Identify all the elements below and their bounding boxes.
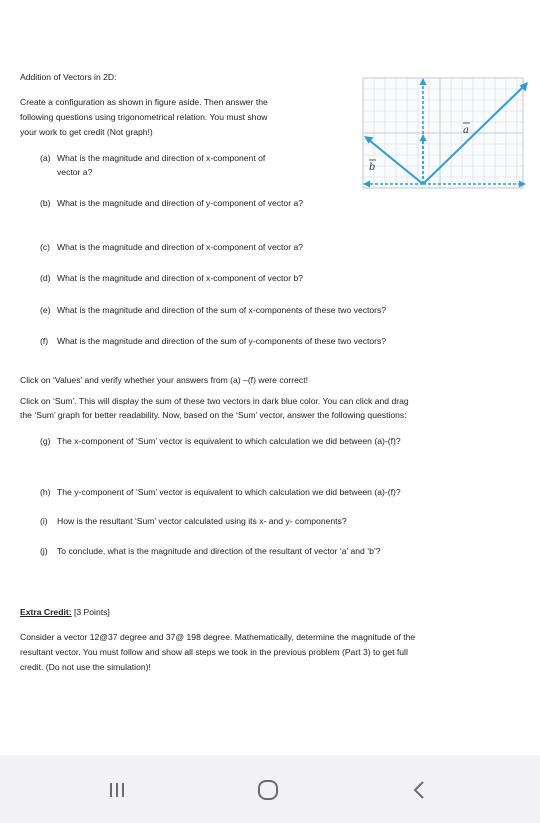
question-c-label: (c): [40, 242, 51, 252]
instruction-values: Click on ‘Values’ and verify whether your answers from (a) –(f) were correct!: [20, 375, 308, 385]
extra-credit-line-1: Consider a vector 12@37 degree and 37@ 198 degree. Mathematically, determine the magnitude of the: [20, 632, 416, 642]
question-h-text: The y-component of ‘Sum’ vector is equivalent to which calculation we did between (a)-(f)?: [57, 487, 401, 497]
question-b-text: What is the magnitude and direction of y-component of vector a?: [57, 198, 304, 208]
question-j-text: To conclude, what is the magnitude and direction of the resultant of vector ‘a’ and ‘b’?: [57, 546, 381, 556]
extra-credit-heading: [20, 606, 110, 619]
question-j-label: (j): [40, 546, 48, 556]
recent-apps-button[interactable]: [97, 775, 137, 805]
question-e-label: (e): [40, 305, 51, 315]
question-i-text: How is the resultant ‘Sum’ vector calculated using its x- and y- components?: [57, 516, 347, 526]
instruction-sum-line-2: the ‘Sum’ graph for better readability. Now, based on the ‘Sum’ vector, answer the following questions:: [20, 410, 407, 420]
question-d-text: What is the magnitude and direction of x-component of vector b?: [57, 273, 304, 283]
home-button[interactable]: [248, 775, 288, 805]
svg-text:a: a: [463, 125, 469, 136]
figure-grid: [363, 78, 523, 188]
question-g-label: (g): [40, 436, 51, 446]
question-f-text: What is the magnitude and direction of the sum of y-components of these two vectors?: [57, 336, 387, 346]
question-h-label: (h): [40, 487, 51, 497]
extra-credit-points: [3 Points]: [71, 607, 110, 617]
back-button[interactable]: [400, 775, 440, 805]
question-a-line-1: What is the magnitude and direction of x-component of: [57, 153, 266, 163]
extra-credit-line-2: resultant vector. You must follow and show all steps we took in the previous problem (Part 3) to get full: [20, 647, 408, 657]
question-b-label: (b): [40, 198, 51, 208]
question-a-line-2: vector a?: [57, 167, 93, 177]
question-e-text: What is the magnitude and direction of the sum of x-components of these two vectors?: [57, 305, 387, 315]
intro-line-3: your work to get credit (Not graph!): [20, 127, 153, 137]
vector-figure: [360, 76, 532, 194]
instruction-sum-line-1: Click on ‘Sum’. This will display the sum of these two vectors in dark blue color. You can click and drag: [20, 396, 409, 406]
svg-text:b: b: [369, 162, 376, 173]
intro-line-2: following questions using trigonometrical relation. You must show: [20, 112, 268, 122]
intro-line-1: Create a configuration as shown in figure aside. Then answer the: [20, 97, 268, 107]
question-d-label: (d): [40, 273, 51, 283]
vector-b-label: [369, 160, 376, 173]
document-heading: Addition of Vectors in 2D:: [20, 72, 117, 82]
vector-a-label: [463, 123, 470, 136]
question-c-text: What is the magnitude and direction of x-component of vector a?: [57, 242, 304, 252]
home-icon: [248, 775, 288, 805]
question-g-text: The x-component of ‘Sum’ vector is equivalent to which calculation we did between (a)-(f)?: [57, 436, 401, 446]
system-navigation-bar: [0, 755, 540, 823]
extra-credit-title: Extra Credit:: [20, 607, 72, 617]
recent-apps-icon: [97, 775, 137, 805]
question-i-label: (i): [40, 516, 48, 526]
question-f-label: (f): [40, 336, 49, 346]
question-a-label: (a): [40, 153, 51, 163]
back-icon: [400, 775, 440, 805]
extra-credit-line-3: credit. (Do not use the simulation)!: [20, 662, 151, 672]
